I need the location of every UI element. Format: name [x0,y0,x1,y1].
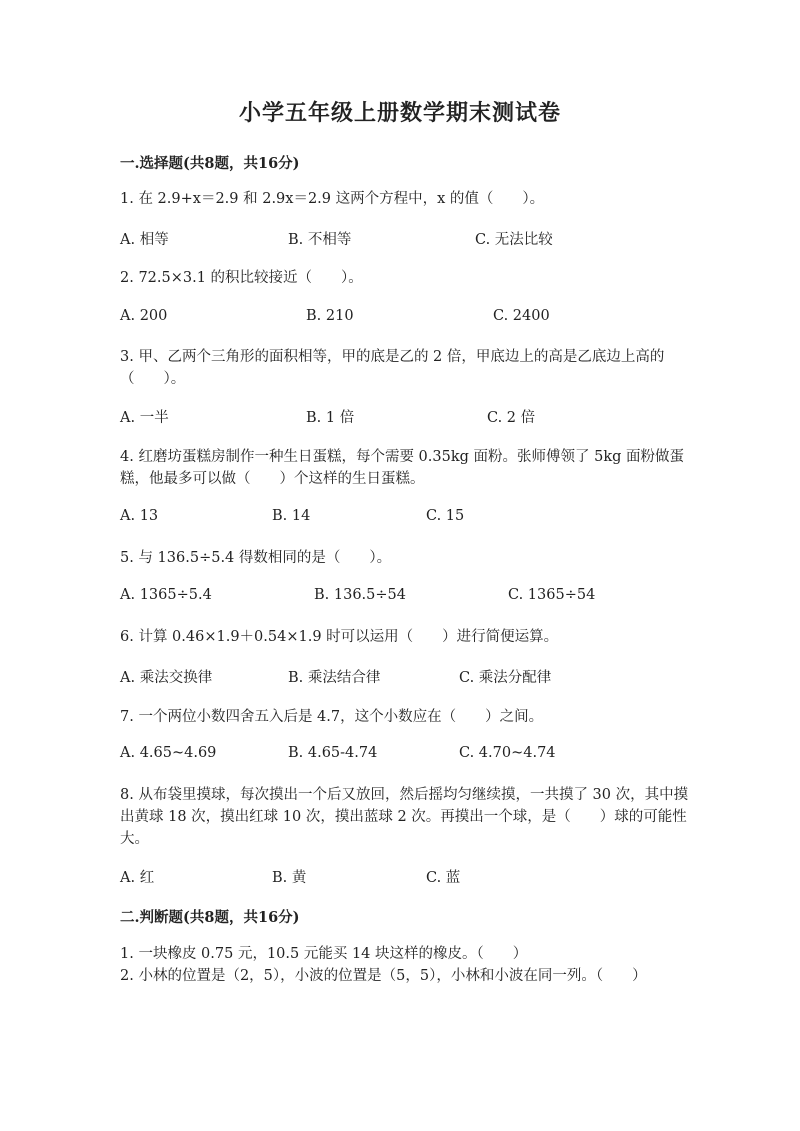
question-1-text: 1. 在 2.9+x＝2.9 和 2.9x＝2.9 这两个方程中，x 的值（ ）。 [120,191,545,207]
option-b: B. 4.65-4.74 [288,745,378,761]
question-7-options [120,745,690,767]
option-c: C. 乘法分配律 [459,670,552,686]
option-c: C. 无法比较 [475,232,553,248]
option-b: B. 黄 [272,870,307,886]
question-7-text: 7. 一个两位小数四舍五入后是 4.7，这个小数应在（ ）之间。 [120,709,544,725]
question-8-options [120,866,690,888]
option-a: A. 4.65~4.69 [120,745,217,761]
option-a: A. 13 [120,508,159,524]
option-c: C. 4.70~4.74 [459,745,556,761]
question-1-options [120,228,690,250]
judgment-question-2-text: 2. 小林的位置是（2，5），小波的位置是（5，5），小林和小波在同一列。（ ） [120,968,647,984]
question-6-text: 6. 计算 0.46×1.9＋0.54×1.9 时可以运用（ ）进行简便运算。 [120,629,559,645]
option-c: C. 15 [426,508,465,524]
question-2-text: 2. 72.5×3.1 的积比较接近（ ）。 [120,270,363,286]
option-a: A. 200 [120,308,168,324]
judgment-question-1-text: 1. 一块橡皮 0.75 元，10.5 元能买 14 块这样的橡皮。（ ） [120,946,528,962]
section-heading-choice: 一.选择题(共8题，共16分) [120,155,300,172]
question-5-options [120,587,690,609]
question-3-text: 3. 甲、乙两个三角形的面积相等，甲的底是乙的 2 倍，甲底边上的高是乙底边上高的（ ）。 [120,349,665,387]
option-c: C. 2 倍 [487,410,536,426]
option-c: C. 蓝 [426,870,461,886]
option-b: B. 14 [272,508,311,524]
question-8-text: 8. 从布袋里摸球，每次摸出一个后又放回，然后摇均匀继续摸，一共摸了 30 次，其中摸出黄球 18 次，摸出红球 10 次，摸出蓝球 2 次。再摸出一个球，是（ ）球的可能性大。 [120,787,689,847]
option-b: B. 1 倍 [306,410,355,426]
option-b: B. 210 [306,308,354,324]
question-4-options [120,508,690,530]
option-a: A. 一半 [120,410,169,426]
question-2-options [120,308,690,330]
option-b: B. 136.5÷54 [314,587,406,603]
option-a: A. 红 [120,870,155,886]
option-b: B. 不相等 [288,232,352,248]
option-a: A. 相等 [120,232,169,248]
option-c: C. 2400 [493,308,550,324]
question-6-options [120,666,690,688]
page-title: 小学五年级上册数学期末测试卷 [238,100,561,126]
question-3-options [120,406,690,428]
question-4-text: 4. 红磨坊蛋糕房制作一种生日蛋糕，每个需要 0.35kg 面粉。张师傅领了 5kg 面粉做蛋糕，他最多可以做（ ）个这样的生日蛋糕。 [120,449,685,487]
option-b: B. 乘法结合律 [288,670,381,686]
option-c: C. 1365÷54 [508,587,596,603]
section-heading-judgment: 二.判断题(共8题，共16分) [120,909,300,926]
option-a: A. 乘法交换律 [120,670,213,686]
option-a: A. 1365÷5.4 [120,587,212,603]
question-5-text: 5. 与 136.5÷5.4 得数相同的是（ ）。 [120,550,392,566]
